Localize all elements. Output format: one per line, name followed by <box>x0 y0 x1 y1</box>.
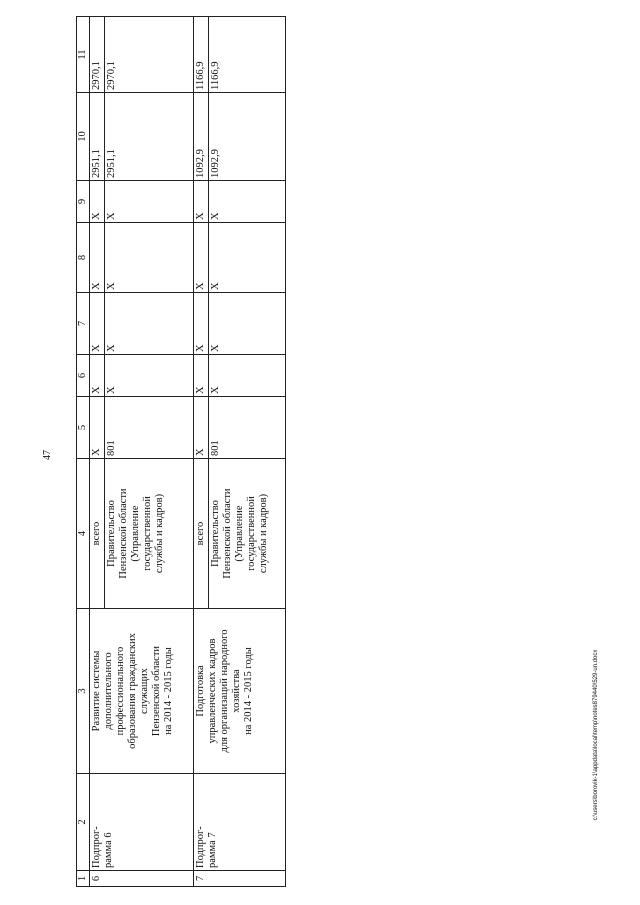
header-row <box>77 17 90 887</box>
table-row <box>90 17 105 887</box>
code-cell: 801 <box>208 397 285 459</box>
header-cell-5: 5 <box>77 397 90 459</box>
page-number: 47 <box>42 450 53 460</box>
col-9-cell: Х <box>105 181 194 223</box>
recipient-cell: всего <box>193 459 208 609</box>
col-8-cell: Х <box>208 223 285 293</box>
col-7-cell: Х <box>90 293 105 355</box>
header-cell-9: 9 <box>77 181 90 223</box>
subprogram-title-cell: Подготовка управленческих кадров для организаций народного хозяйства на 2014 - 2015 годы <box>193 609 285 774</box>
header-cell-8: 8 <box>77 223 90 293</box>
col-6-cell: Х <box>105 355 194 397</box>
col-11-cell: 1166,9 <box>208 17 285 93</box>
header-cell-7: 7 <box>77 293 90 355</box>
col-6-cell: Х <box>208 355 285 397</box>
recipient-cell: Правительство Пензенской области (Управление государственной службы и кадров) <box>105 459 194 609</box>
col-7-cell: Х <box>208 293 285 355</box>
col-6-cell: Х <box>90 355 105 397</box>
header-cell-10: 10 <box>77 93 90 181</box>
col-8-cell: Х <box>193 223 208 293</box>
code-cell: Х <box>90 397 105 459</box>
col-9-cell: Х <box>90 181 105 223</box>
table-row <box>193 17 208 887</box>
col-11-cell: 1166,9 <box>193 17 208 93</box>
code-cell: Х <box>193 397 208 459</box>
subprogram-title-cell: Развитие системы дополнительного профессионального образования гражданских служащих Пензенской области на 2014 - 2015 годы <box>90 609 194 774</box>
col-11-cell: 2970,1 <box>90 17 105 93</box>
col-10-cell: 2951,1 <box>90 93 105 181</box>
subprogram-name-cell: Подпрог- рамма 7 <box>193 774 285 871</box>
col-10-cell: 1092,9 <box>208 93 285 181</box>
recipient-cell: всего <box>90 459 105 609</box>
col-9-cell: Х <box>208 181 285 223</box>
col-8-cell: Х <box>105 223 194 293</box>
header-cell-3: 3 <box>77 609 90 774</box>
col-10-cell: 2951,1 <box>105 93 194 181</box>
subprogram-number-cell: 6 <box>90 871 194 887</box>
budget-table <box>76 16 286 887</box>
col-7-cell: Х <box>193 293 208 355</box>
header-cell-6: 6 <box>77 355 90 397</box>
header-cell-1: 1 <box>77 871 90 887</box>
col-10-cell: 1092,9 <box>193 93 208 181</box>
header-cell-4: 4 <box>77 459 90 609</box>
subprogram-name-cell: Подпрог- рамма 6 <box>90 774 194 871</box>
header-cell-2: 2 <box>77 774 90 871</box>
col-8-cell: Х <box>90 223 105 293</box>
file-path-text: c:\users\borovik-1\appdata\local\temp\notes879440\529-un.docx <box>593 649 599 821</box>
subprogram-number-cell: 7 <box>193 871 285 887</box>
col-7-cell: Х <box>105 293 194 355</box>
budget-table-container <box>76 17 286 887</box>
col-9-cell: Х <box>193 181 208 223</box>
code-cell: 801 <box>105 397 194 459</box>
col-6-cell: Х <box>193 355 208 397</box>
recipient-cell: Правительство Пензенской области (Управление государственной службы и кадров) <box>208 459 285 609</box>
col-11-cell: 2970,1 <box>105 17 194 93</box>
header-cell-11: 11 <box>77 17 90 93</box>
